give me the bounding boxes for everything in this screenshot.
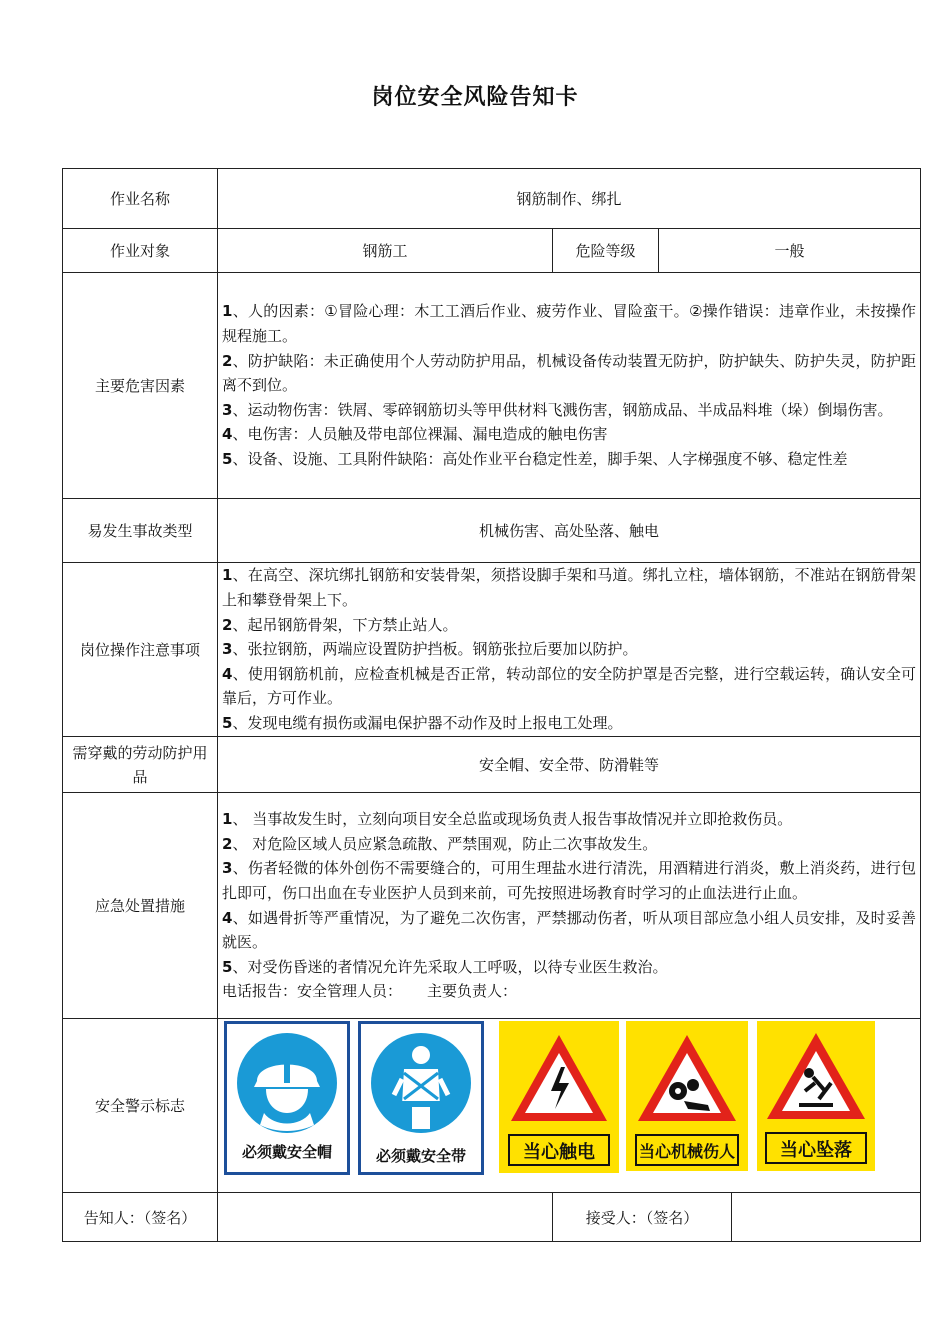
hardhat-icon <box>224 1021 350 1175</box>
job-name-label: 作业名称 <box>63 169 218 229</box>
sign-harness <box>358 1021 484 1175</box>
hazard-item: 2、防护缺陷：未正确使用个人劳动防护用品，机械设备传动装置无防护，防护缺失、防护失灵，防护距离不到位。 <box>222 351 917 395</box>
emergency-label: 应急处置措施 <box>63 793 218 1019</box>
signs-cell <box>218 1019 921 1193</box>
row-accident-types <box>63 499 921 563</box>
row-ppe <box>63 737 921 793</box>
precaution-item: 3、张拉钢筋，两端应设置防护挡板。钢筋张拉后要加以防护。 <box>222 640 638 659</box>
hazard-item: 1、人的因素：①冒险心理：木工工酒后作业、疲劳作业、冒险蛮干。②操作错误：违章作业，未按操作规程施工。 <box>222 302 917 346</box>
row-job-name <box>63 169 921 229</box>
hazards-list <box>218 273 921 499</box>
precaution-item: 1、在高空、深坑绑扎钢筋和安装骨架，须搭设脚手架和马道。绑扎立柱，墙体钢筋，不准站在钢筋骨架上和攀登骨架上下。 <box>222 566 917 610</box>
sign-electric <box>499 1021 619 1173</box>
sign-electric-text: 当心触电 <box>523 1142 595 1163</box>
row-precautions <box>63 563 921 737</box>
risk-level-value: 一般 <box>659 229 921 273</box>
signs-strip <box>224 1019 920 1185</box>
risk-card-table <box>62 168 921 1242</box>
notifier-label: 告知人：（签名） <box>63 1193 218 1242</box>
row-job-target <box>63 229 921 273</box>
precautions-label: 岗位操作注意事项 <box>63 563 218 737</box>
sign-hardhat <box>224 1021 350 1175</box>
signs-label: 安全警示标志 <box>63 1019 218 1193</box>
row-signs <box>63 1019 921 1193</box>
hazard-item: 5、设备、设施、工具附件缺陷：高处作业平台稳定性差，脚手架、人字梯强度不够、稳定性差 <box>222 449 848 468</box>
phone-report <box>222 979 916 1004</box>
hazards-label: 主要危害因素 <box>63 273 218 499</box>
sign-fall-text: 当心坠落 <box>780 1140 852 1161</box>
row-hazards <box>63 273 921 499</box>
emergency-item: 2、 对危险区域人员应紧急疏散、严禁围观，防止二次事故发生。 <box>222 834 658 853</box>
emergency-item: 4、如遇骨折等严重情况，为了避免二次伤害，严禁挪动伤者，听从项目部应急小组人员安排，及时妥善就医。 <box>222 908 917 952</box>
job-target-value: 钢筋工 <box>218 229 553 273</box>
safety-manager-label: 安全管理人员： <box>297 982 403 1001</box>
sign-machinery-text: 当心机械伤人 <box>638 1142 736 1161</box>
electric-shock-icon <box>499 1021 619 1173</box>
hazard-item: 4、电伤害：人员触及带电部位裸漏、漏电造成的触电伤害 <box>222 425 608 444</box>
job-name-value: 钢筋制作、绑扎 <box>218 169 921 229</box>
safety-harness-icon <box>358 1021 484 1175</box>
main-person-label: 主要负责人： <box>427 982 518 1001</box>
accident-types-value: 机械伤害、高处坠落、触电 <box>218 499 921 563</box>
notifier-signature-field[interactable] <box>218 1193 553 1242</box>
receiver-label: 接受人：（签名） <box>553 1193 732 1241</box>
fall-hazard-icon <box>757 1021 875 1171</box>
emergency-item: 3、伤者轻微的体外创伤不需要缝合的，可用生理盐水进行清洗，用酒精进行消炎，敷上消炎药，进行包扎即可，伤口出血在专业医护人员到来前，可先按照进场教育时学习的止血法进行止血。 <box>222 859 917 902</box>
emergency-list <box>218 793 921 1019</box>
risk-level-label: 危险等级 <box>553 229 659 273</box>
accident-types-label: 易发生事故类型 <box>63 499 218 563</box>
ppe-label: 需穿戴的劳动防护用品 <box>63 737 218 793</box>
ppe-value: 安全帽、安全带、防滑鞋等 <box>218 737 921 793</box>
precaution-item: 2、起吊钢筋骨架，下方禁止站人。 <box>222 615 458 634</box>
sign-hardhat-text: 必须戴安全帽 <box>241 1143 333 1161</box>
emergency-item: 1、 当事故发生时，立刻向项目安全总监或现场负责人报告事故情况并立即抢救伤员。 <box>222 810 793 829</box>
job-target-label: 作业对象 <box>63 229 218 273</box>
hazard-item: 3、运动物伤害：铁屑、零碎钢筋切头等甲供材料飞溅伤害，钢筋成品、半成品料堆（垛）倒塌伤害。 <box>222 400 893 419</box>
precaution-item: 5、发现电缆有损伤或漏电保护器不动作及时上报电工处理。 <box>222 713 623 732</box>
precaution-item: 4、使用钢筋机前，应检查机械是否正常，转动部位的安全防护罩是否完整，进行空载运转，确认安全可靠后，方可作业。 <box>222 664 917 708</box>
row-emergency <box>63 793 921 1019</box>
precautions-list <box>218 563 921 737</box>
receiver-signature-field[interactable] <box>732 1193 921 1241</box>
sign-harness-text: 必须戴安全带 <box>375 1147 467 1165</box>
sign-machinery <box>626 1021 748 1171</box>
sign-fall <box>757 1021 875 1171</box>
machinery-hazard-icon <box>626 1021 748 1171</box>
page-title: 岗位安全风险告知卡 <box>371 85 579 110</box>
emergency-item: 5、对受伤昏迷的者情况允许先采取人工呼吸，以待专业医生救治。 <box>222 957 668 976</box>
row-signature <box>63 1193 921 1242</box>
phone-report-label: 电话报告： <box>222 982 298 1001</box>
receiver-cell <box>553 1193 921 1242</box>
